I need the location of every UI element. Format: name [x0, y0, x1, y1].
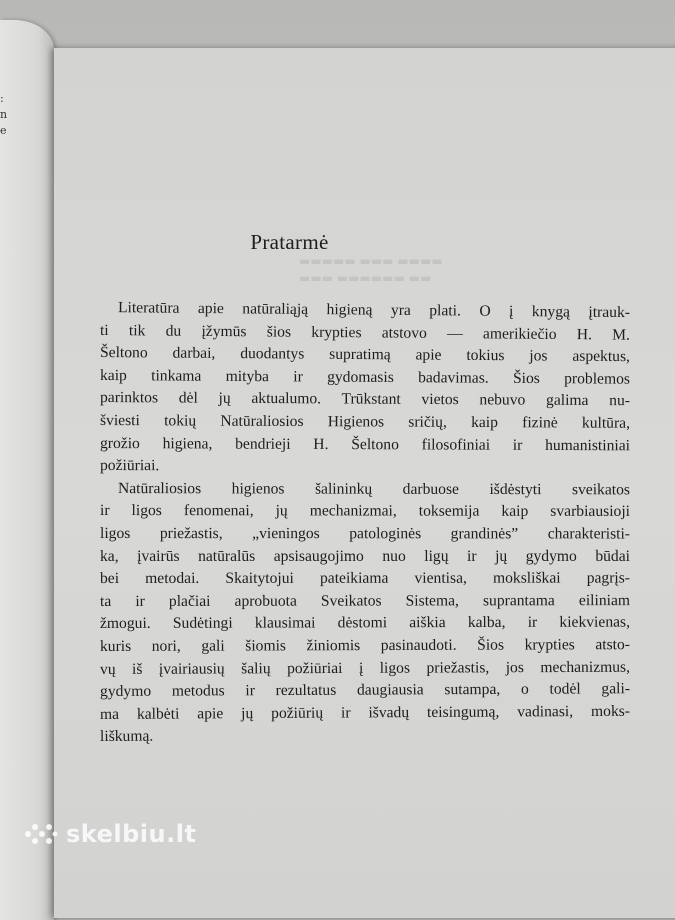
- text-line: vų iš įvairiausių šalių požiūriai į ligos priežastis, jos mechanizmus,: [99, 658, 631, 678]
- show-through-text: ▬▬▬▬▬ ▬▬▬ ▬▬▬▬ ▬▬▬ ▬▬▬▬▬▬ ▬▬: [299, 254, 443, 285]
- left-page-text-fragment: n: [0, 108, 8, 121]
- text-line: parinktos dėl jų aktualumo. Trūkstant vietos nebuvo galima nu-: [99, 389, 631, 410]
- text-line: ta ir plačiai aprobuota Sveikatos Sistema, suprantama eiliniam: [99, 591, 631, 610]
- watermark-text: skelbiu.lt: [66, 820, 197, 848]
- skelbiu-watermark: [24, 820, 196, 848]
- text-line: grožio higiena, bendrieji H. Šeltono filosofiniai ir humanistiniai: [99, 434, 631, 454]
- text-line: Natūraliosios higienos šalininkų darbuose išdėstyti sveikatos: [117, 479, 631, 499]
- text-line: ma kalbėti apie jų požiūrių ir išvadų teisingumą, vadinasi, moks-: [99, 702, 631, 723]
- text-line: ligos priežastis, „vieningos patologinės grandinės” charakteristi-: [99, 524, 631, 543]
- text-line: kaip tinkama mityba ir gydomasis badavimas. Šios problemos: [99, 366, 631, 388]
- text-line: kuris nori, gali šiomis žiniomis pasinaudoti. Šios krypties atsto-: [99, 636, 631, 655]
- text-line: Literatūra apie natūraliąją higieną yra plati. O į knygą įtrauk-: [117, 299, 631, 322]
- text-line: Šeltono darbai, duodantys supratimą apie tokius jos aspektus,: [99, 344, 631, 366]
- text-line: ti tik du įžymūs šios krypties atstovo — amerikiečio H. M.: [99, 321, 631, 344]
- text-line: požiūriai.: [99, 457, 160, 475]
- text-line: šviesti tokių Natūraliosios Higienos sričių, kaip fizinė kultūra,: [99, 411, 631, 432]
- text-line: žmogui. Sudėtingi klausimai dėstomi aiškia kalba, ir kiekvienas,: [99, 613, 631, 633]
- left-page-edge: [0, 20, 54, 920]
- preface-body: [100, 297, 630, 749]
- text-line: ir ligos fenomenai, jų mechanizmai, toksemija kaip svarbiausioji: [99, 502, 631, 521]
- text-line: bei metodai. Skaitytojui pateikiama vientisa, moksliškai pagrįs-: [99, 569, 631, 588]
- skelbiu-logo-icon: [24, 821, 58, 847]
- page-title: Pratarmė: [250, 230, 329, 254]
- text-line: liškumą.: [99, 727, 154, 746]
- left-page-text-fragment: e: [0, 124, 7, 137]
- text-line: gydymo metodus ir rezultatus daugiausia sutampa, o todėl gali-: [99, 680, 631, 701]
- text-line: ka, įvairūs natūralūs apsisaugojimo nuo ligų ir jų gydymo būdai: [100, 547, 630, 565]
- left-page-text-fragment: :: [0, 92, 4, 105]
